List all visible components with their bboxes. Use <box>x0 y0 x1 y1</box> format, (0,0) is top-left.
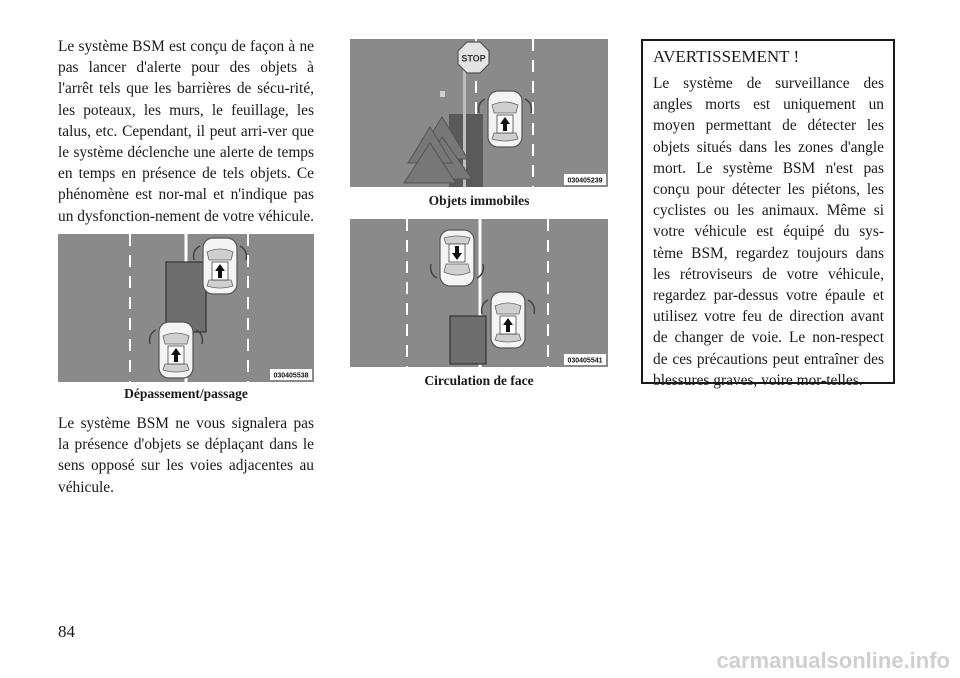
warning-box <box>641 39 895 389</box>
figure-code: 030405239 <box>567 177 603 185</box>
overtake-figure <box>58 234 314 382</box>
page-number: 84 <box>58 622 75 641</box>
warning-body: Le système de surveillance des angles morts est uniquement un moyen permettant de détecter les objets situés dans les zones d'angle mort. Le système BSM n'est pas conçu pour détecter les piétons, les cyclistes ou les animaux. Même si votre véhicule est équipé du sys-tème BSM, regardez toujours dans les rétroviseurs de votre véhicule, regardez par-dessus votre épaule et utilisez votre feu de direction avant de changer de voie. Le non-respect de ces précautions peut entraîner des blessures graves, voire mor-telles. <box>653 75 884 389</box>
stop-sign-label: STOP <box>461 53 486 64</box>
figure-code: 030405538 <box>273 372 309 380</box>
bsm-oncoming-paragraph: Le système BSM ne vous signalera pas la présence d'objets se déplaçant dans le sens opposé sur les voies adjacentes au véhicule. <box>58 415 314 496</box>
stationary-objects-figure <box>350 39 608 187</box>
overtake-caption: Dépassement/passage <box>124 386 248 401</box>
oncoming-traffic-figure <box>350 219 608 367</box>
oncoming-caption: Circulation de face <box>424 373 534 388</box>
warning-title: AVERTISSEMENT ! <box>653 47 800 66</box>
figure-code: 030405541 <box>567 357 603 365</box>
bsm-stationary-paragraph: Le système BSM est conçu de façon à ne pas lancer d'alerte pour des objets à l'arrêt tels que les barrières de sécu-rité, les poteaux, les murs, le feuillage, les talus, etc. Cependant, il peut arri-ver que le système déclenche une alerte de temps en temps en présence de tels objets. Ce phénomène est nor-mal et n'indique pas un dysfonction-nement de votre véhicule. <box>58 38 315 225</box>
watermark: carmanualsonline.info <box>716 648 950 673</box>
stationary-caption: Objets immobiles <box>428 193 530 208</box>
stop-sign <box>458 42 489 73</box>
